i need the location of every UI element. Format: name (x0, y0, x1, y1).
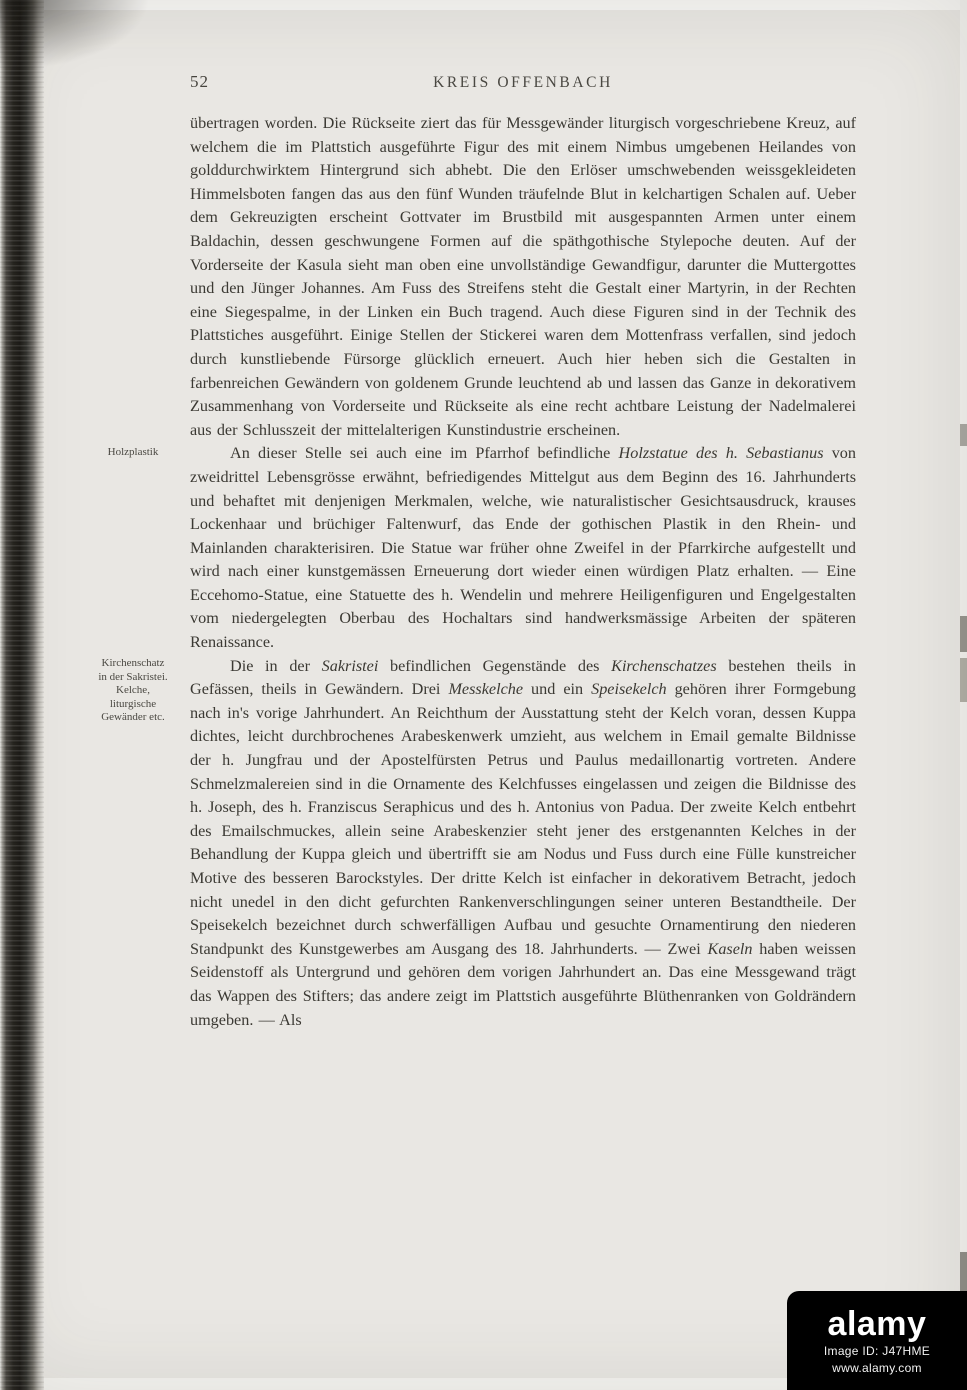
body-paragraph (190, 655, 856, 1033)
book-gutter-edge (0, 0, 44, 1390)
running-header: KREIS OFFENBACH (433, 74, 613, 91)
text-run: Kaseln (707, 939, 753, 958)
margin-note-kirchenschatz (82, 657, 184, 725)
watermark-image-id (824, 1344, 930, 1358)
watermark-image-id-value: J47HME (882, 1343, 931, 1358)
text-run: Die in der (230, 656, 322, 675)
alamy-watermark (787, 1291, 967, 1390)
text-run: gehören ihrer Formgebung nach in's vorige Jahrhundert. An Reichthum der Ausstattung steht der Kelch voran, dessen Kuppa dichtes, leicht durchbrochenes Arabeskenwerk umzieht, aus welchem in Email gemalte Bildnisse der h. Jungfrau und der Apostelfürsten Petrus und Paulus medaillonartig vortreten. Andere Schmelzmalereien sind in die Ornamente des Kelchfusses eingelassen und zeigen die Bildnisse des h. Joseph, des h. Franziscus Seraphicus und des h. Antonius von Padua. Der zweite Kelch entbehrt des Emailschmuckes, allein seine Arabeskenzier steht jener des erstgenannten Kelches in der Behandlung der Kuppa gleich und übertrifft sie am Nodus und Fuss durch eine Fülle kunstreicher Motive des besseren Barockstyles. Der dritte Kelch ist einfacher in dekorativem Betracht, jedoch nicht unedel in den dicht gefurchten Rankenverschlingungen seiner unteren Bestandtheile. Der Speisekelch bezeichnet durch schwerfälligen Aufbau und gesuchte Ornamentirung den niederen Standpunkt des Kunstgewerbes am Ausgang des 18. Jahrhunderts. — Zwei (190, 680, 856, 958)
text-run: haben weissen Seidenstoff als Untergrund und gehören dem vorigen Jahrhundert an. Das eine Messgewand trägt das Wappen des Stifters; das andere zeigt im Plattstich ausgeführte Blüthenranken von Goldrändern umgeben. — Als (190, 939, 856, 1029)
text-run: und ein (523, 680, 592, 699)
scan-border-top (0, 0, 967, 10)
watermark-url: www.alamy.com (832, 1360, 922, 1375)
margin-note-line: in der Sakristei. (98, 670, 168, 683)
text-run: Speisekelch (591, 680, 667, 699)
watermark-image-id-label: Image ID: (823, 1343, 879, 1358)
text-run: übertragen worden. Die Rückseite ziert das für Messgewänder liturgisch vorgeschriebene Kreuz, auf welchem die im Plattstich ausgeführte Figur des mit einem Nimbus umgebenen Heilandes von golddurchwirktem Hintergrund sich abhebt. Die den Erlöser umschwebenden weissgekleideten Himmelsboten fangen das aus den fünf Wunden träufelnde Blut in kelchartigen Schalen auf. Ueber dem Gekreuzigten erscheint Gottvater im Brustbild mit ausgespannten Armen unter einem Baldachin, dessen geschwungene Formen auf die späthgothische Stylepoche deuten. Auf der Vorderseite der Kasula sieht man oben eine unvollständige Gewandfigur, darunter die Muttergottes und den Jünger Johannes. Am Fuss des Streifens steht die Gestalt einer Martyrin, in der Rechten eine Siegespalme, in der Linken ein Buch tragend. Auch diese Figuren sind in der Technik des Plattstiches ausgeführt. Einige Stellen der Stickerei waren dem Mottenfrass verfallen, sind jedoch durch kunstliebende Fürsorge glücklich erneuert. Auch hier heben sich die Gestalten in farbenreichen Gewändern von goldenem Grunde leuchtend ab und lassen das Ganze in dekorativem Zusammenhang von Vorderseite und Rückseite als eine recht achtbare Leistung der Nadelmalerei aus der Schlusszeit der mittelalterigen Kunstindustrie erscheinen. (190, 114, 856, 439)
text-run: Holzstatue des h. Sebastianus (618, 444, 824, 463)
margin-note-line: Gewänder etc. (101, 711, 165, 723)
body-paragraph (190, 442, 856, 654)
text-run: Messkelche (448, 680, 524, 699)
text-run: von zweidrittel Lebensgrösse erwähnt, befriedigendes Mittelgut aus dem Beginn des 16. Jahrhunderts und behaftet mit denjenigen Merkmalen, welche, wie naturalistischer Gesichtsausdruck, krauses Lockenhaar und brüchiger Faltenwurf, das Ende der gothischen Plastik in den Rhein- und Mainlanden charakterisiren. Die Statue war früher ohne Zweifel in der Pfarrkirche aufgestellt und wird nach einer kunstgemässen Erneuerung dort wieder einen würdigen Platz erhalten. — Eine Eccehomo-Statue, eine Statuette des h. Wendelin und mehrere Heiligenfiguren und Engelgestalten vom niedergelegten Oberbau des Hochaltars sind handwerksmässige Arbeiten der späteren Renaissance. (190, 444, 856, 652)
text-run: Kirchenschatzes (611, 656, 717, 675)
text-run: Sakristei (321, 656, 379, 675)
body-paragraph (190, 112, 856, 442)
margin-note-holzplastik (82, 446, 184, 460)
margin-note-line: Kelche, (116, 684, 150, 696)
margin-note-line: liturgische (109, 697, 157, 710)
alamy-logo: alamy (827, 1304, 927, 1343)
margin-note-line: Kirchenschatz (101, 657, 165, 669)
page-edge-mark (960, 1252, 967, 1296)
text-run: befindlichen Gegenstände des (378, 656, 612, 675)
margin-note-line: Holzplastik (107, 446, 159, 458)
page-edge-mark (960, 616, 967, 652)
page-number: 52 (190, 72, 209, 91)
text-run: bestehen theils in Gefässen, theils in Gewändern. Drei (190, 656, 856, 699)
page-edge-mark (960, 424, 967, 446)
text-run: An dieser Stelle sei auch eine im Pfarrhof befindliche (230, 444, 619, 463)
page-edge-mark (960, 658, 967, 702)
text-block (190, 112, 856, 1032)
